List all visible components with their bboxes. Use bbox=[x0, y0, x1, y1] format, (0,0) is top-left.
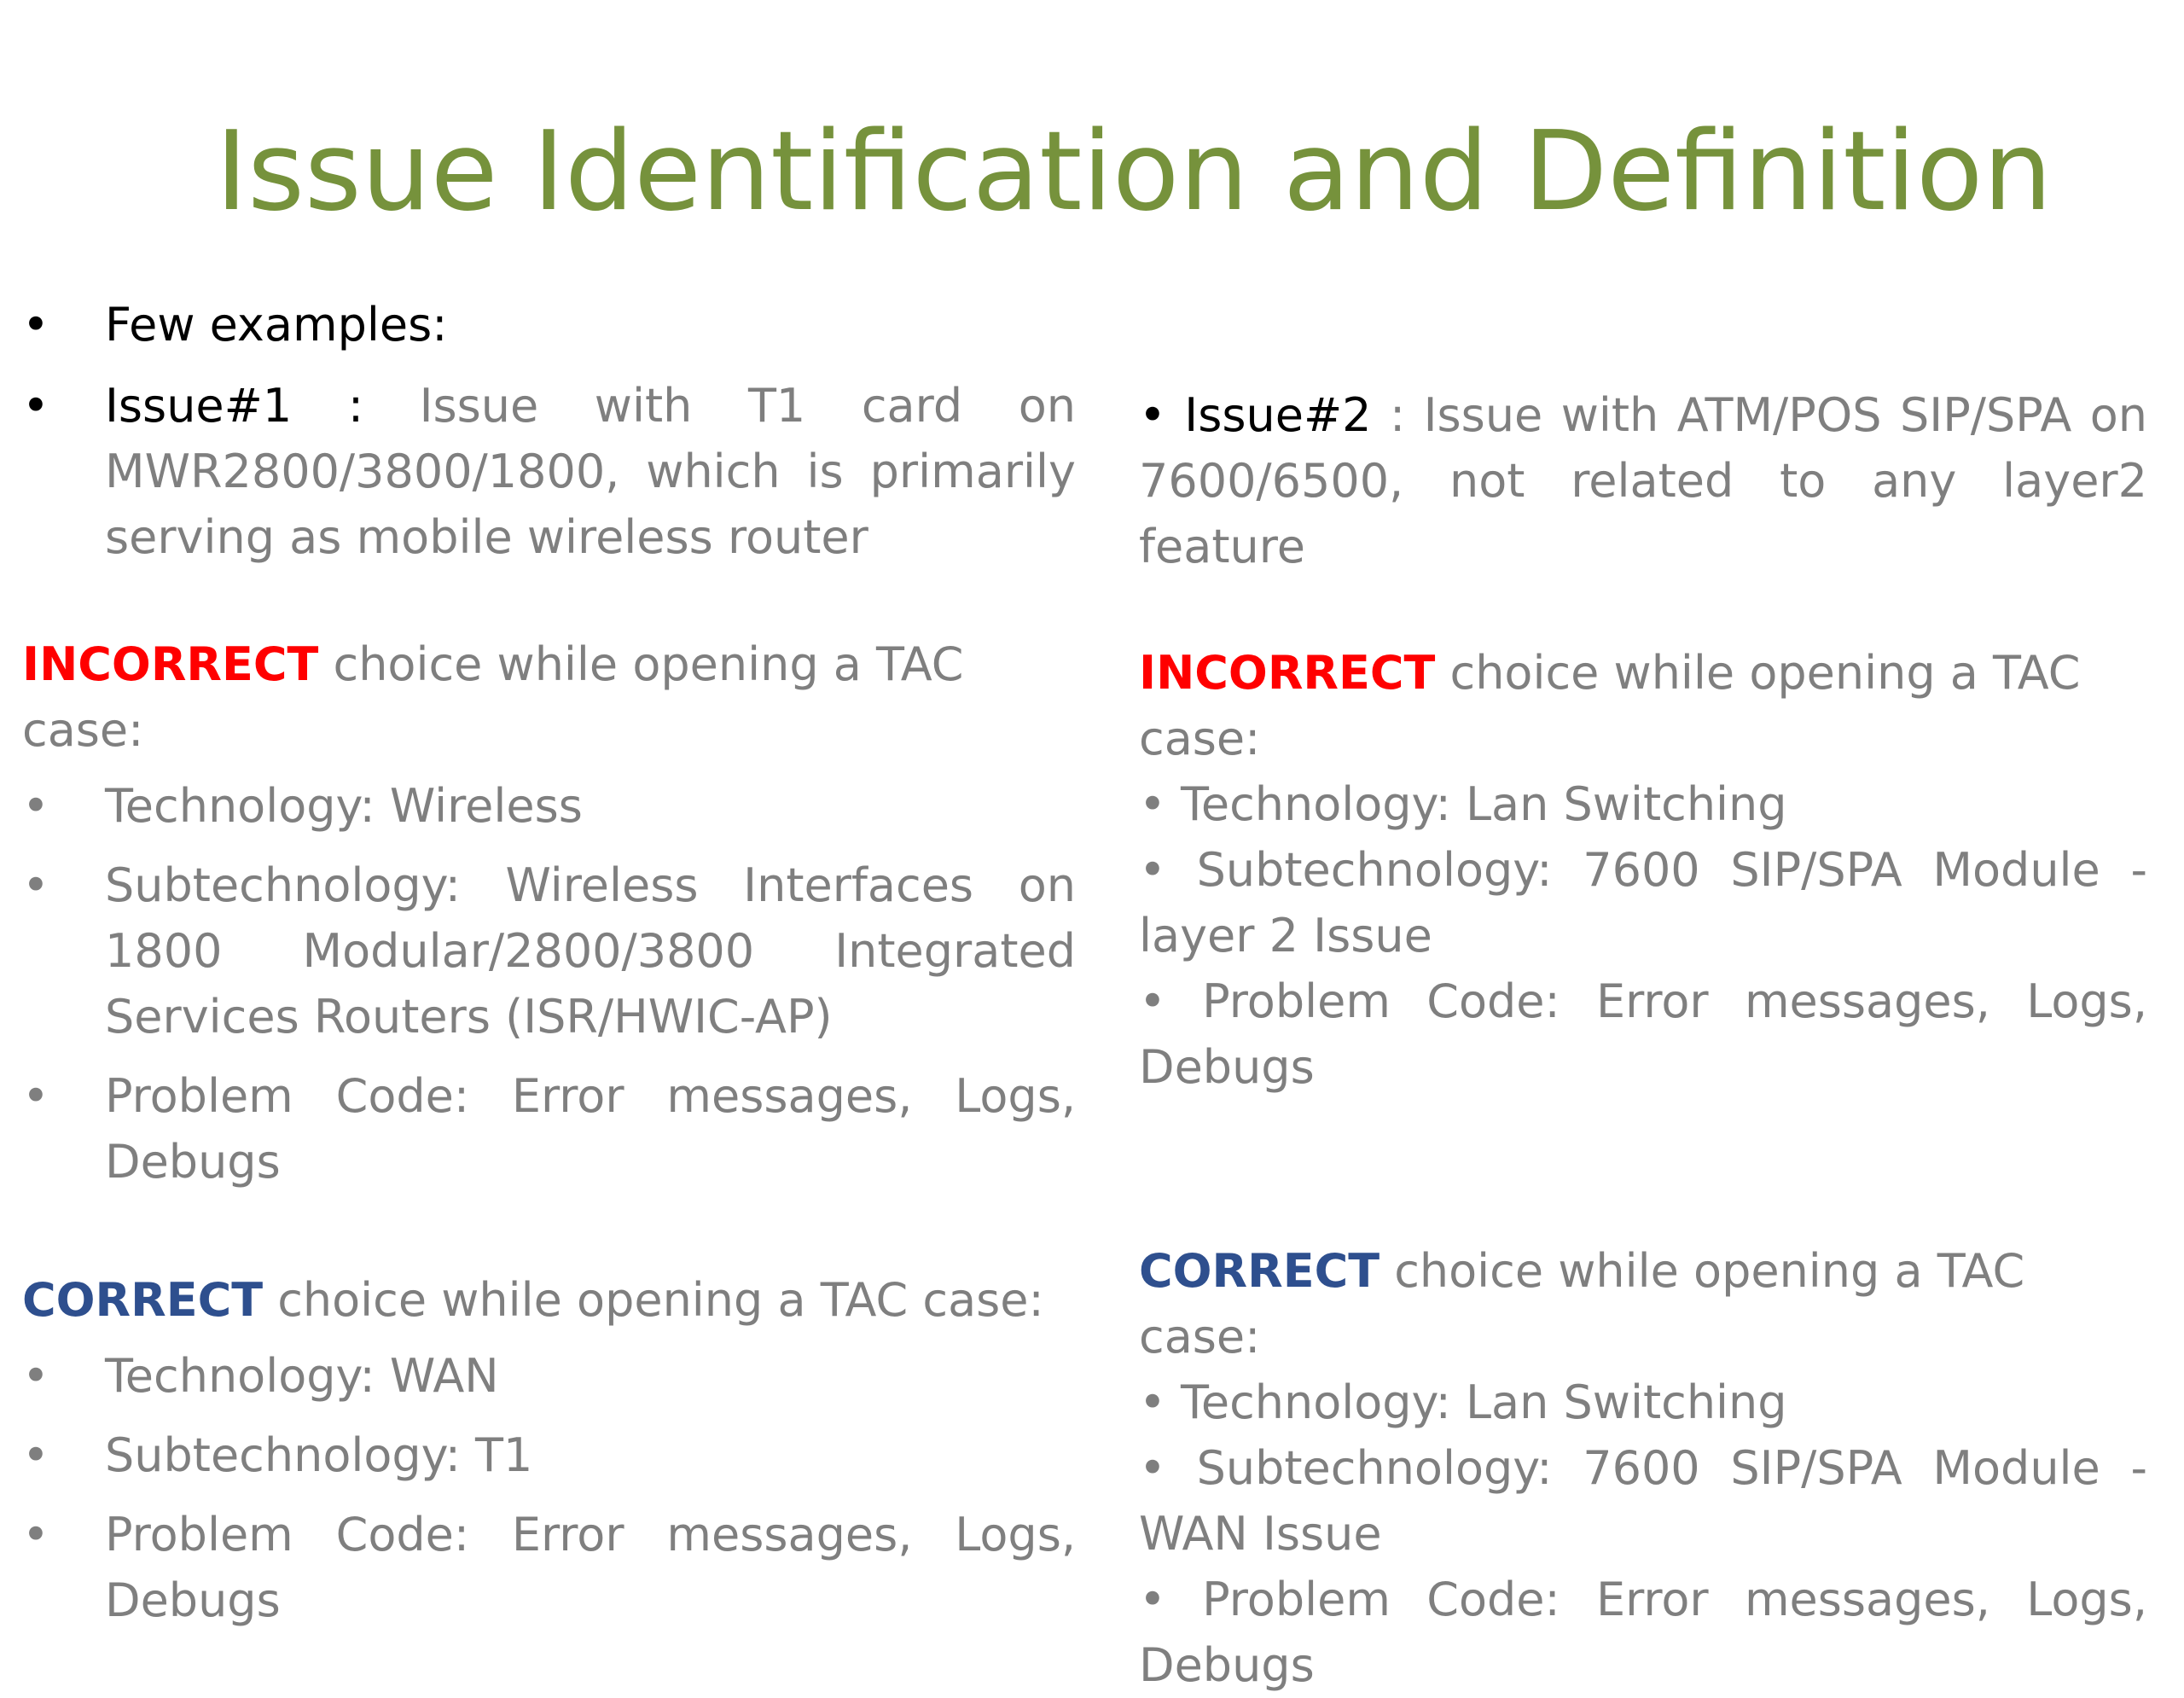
correct-heading-text: choice while opening a TAC case: bbox=[1139, 1244, 2025, 1364]
issue-2-label: Issue#2 bbox=[1184, 388, 1372, 442]
issue-2-item bbox=[1139, 382, 2147, 579]
correct-label: CORRECT bbox=[1139, 1244, 1380, 1298]
incorrect-label: INCORRECT bbox=[1139, 646, 1436, 700]
issue-2-correct-technology bbox=[1139, 1369, 2147, 1435]
issue-1-incorrect-heading bbox=[22, 631, 1076, 763]
bullet-icon: • bbox=[1139, 974, 1166, 1028]
bullet-icon: • bbox=[1139, 843, 1166, 897]
list-item-text: Subtechnology: 7600 SIP/SPA Module - WAN Issue bbox=[1139, 1441, 2148, 1561]
bullet-icon: • bbox=[22, 1508, 49, 1561]
list-item-text: Problem Code: Error messages, Logs, Debugs bbox=[105, 1508, 1076, 1627]
list-item-text: Subtechnology: 7600 SIP/SPA Module - layer 2 Issue bbox=[1139, 843, 2148, 962]
bullet-icon: • bbox=[22, 1428, 49, 1482]
issue-2-correct-heading bbox=[1139, 1238, 2147, 1369]
issue-1-incorrect-problem-code bbox=[22, 1063, 1076, 1195]
list-item-text: Problem Code: Error messages, Logs, Debugs bbox=[1139, 1573, 2147, 1692]
bullet-icon: • bbox=[22, 779, 49, 833]
bullet-icon: • bbox=[1139, 777, 1166, 831]
bullet-icon: • bbox=[1139, 1375, 1166, 1429]
incorrect-heading-text: choice while opening a TAC case: bbox=[1139, 646, 2081, 765]
issue-2-separator: : bbox=[1371, 388, 1424, 442]
bullet-icon: • bbox=[22, 298, 49, 352]
bullet-icon: • bbox=[22, 379, 49, 433]
list-item-text: Technology: Wireless bbox=[105, 779, 583, 833]
list-item-text: Technology: Lan Switching bbox=[1181, 777, 1787, 831]
issue-2-incorrect-problem-code bbox=[1139, 968, 2147, 1100]
bullet-icon: • bbox=[1139, 388, 1166, 442]
bullet-icon: • bbox=[22, 1069, 49, 1123]
slide-title: Issue Identification and Definition bbox=[215, 108, 2053, 236]
issue-1-incorrect-technology bbox=[22, 773, 1076, 839]
issue-1-incorrect-subtechnology bbox=[22, 852, 1076, 1050]
incorrect-heading-text: choice while opening a TAC case: bbox=[22, 637, 964, 757]
right-column bbox=[1139, 382, 2147, 1698]
issue-1-text: Issue with T1 card on MWR2800/3800/1800, which is primarily serving as mobile wireless router bbox=[105, 379, 1076, 564]
list-item-text: Technology: Lan Switching bbox=[1181, 1375, 1787, 1429]
issue-2-incorrect-subtechnology bbox=[1139, 837, 2147, 968]
incorrect-label: INCORRECT bbox=[22, 637, 319, 691]
issue-1-item bbox=[22, 373, 1076, 570]
bullet-icon: • bbox=[1139, 1573, 1166, 1626]
issue-2-correct-subtechnology bbox=[1139, 1435, 2147, 1567]
issue-1-correct-technology bbox=[22, 1343, 1076, 1409]
left-column bbox=[22, 292, 1076, 1633]
bullet-icon: • bbox=[1139, 1441, 1166, 1495]
issue-2-correct-problem-code bbox=[1139, 1567, 2147, 1698]
list-item-text: Subtechnology: T1 bbox=[105, 1428, 533, 1482]
issue-1-correct-subtechnology bbox=[22, 1422, 1076, 1488]
correct-heading-text: choice while opening a TAC case: bbox=[263, 1273, 1044, 1327]
issue-1-label: Issue#1 bbox=[105, 379, 293, 433]
issue-2-text: Issue with ATM/POS SIP/SPA on 7600/6500, not related to any layer2 feature bbox=[1139, 388, 2147, 573]
list-item-text: Problem Code: Error messages, Logs, Debugs bbox=[105, 1069, 1076, 1189]
list-item-text: Technology: WAN bbox=[105, 1349, 499, 1403]
few-examples-item bbox=[22, 292, 1076, 358]
issue-2-incorrect-technology bbox=[1139, 771, 2147, 837]
issue-2-incorrect-heading bbox=[1139, 640, 2147, 771]
list-item-text: Problem Code: Error messages, Logs, Debugs bbox=[1139, 974, 2147, 1094]
issue-1-correct-problem-code bbox=[22, 1502, 1076, 1633]
few-examples-text: Few examples: bbox=[105, 298, 448, 352]
bullet-icon: • bbox=[22, 1349, 49, 1403]
list-item-text: Subtechnology: Wireless Interfaces on 1800 Modular/2800/3800 Integrated Services Routers (ISR/HWIC-AP) bbox=[105, 858, 1076, 1044]
correct-label: CORRECT bbox=[22, 1273, 264, 1327]
issue-1-correct-heading bbox=[22, 1267, 1076, 1333]
bullet-icon: • bbox=[22, 858, 49, 912]
issue-1-separator: : bbox=[292, 379, 420, 433]
